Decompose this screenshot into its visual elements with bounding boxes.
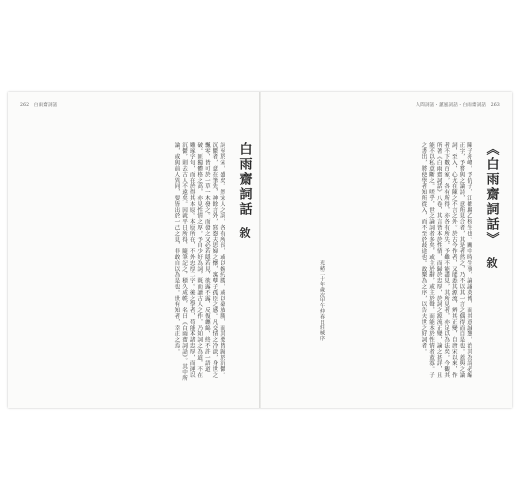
right-page-body: 陳子亦峰，予伉子，江都縣乙校生也。關中時生事，論議英博，而其意誠懇，治其為詩必編正字，予嘗與之論詩，意所見合者，其是者然之，乃不以其一言之偶得而自是也。蓋與之論詞，至入，心尤在陳之不言之外。於古今作者，又能悉其源流，辨其正變，自唐宋以來，作者不下數百家，各有所得，亦各有所失。予雖不能盡見，其所見者，亦足以為法矣。今觀其所著《白雨齋詞話》八卷，其言皆本於性情，而歸於忠厚，於詞之源流正變，論之甚詳，且能不以私意斷之。嗟乎，世之論詞者多矣，或主於辭，或主於聲，而能本於性情者蓋寡。子之書出，將使學者知所從入，而不至於歧途也。故樂為之序，以告夫世之好詞者。 <box>420 142 472 378</box>
right-page <box>261 92 512 408</box>
left-running-head: 262 白雨齋詞話 <box>20 103 58 108</box>
left-page-heading: 敘 <box>238 227 251 238</box>
right-page-signature: 光緒二十年歲次甲午仲春日莊棫序 <box>319 260 325 341</box>
right-running-head: 人間詞話・蕙風詞話・白雨齋詞話 263 <box>415 103 500 108</box>
left-page-body: 詞至於宋，盛矣。然宋人之詞，各有所長，或以婉約勝，或以豪放勝，而其要皆歸於沉鬱。沉鬱者，意在筆先，神餘言外，寫怨夫思婦之懷，寓孽子孤臣之感。凡交情之冷淡，身世之飄零，皆可於一草一木發之。而發之又必若隱若見，欲露不露，反復纏綿，終不許一語道破。匪獨體格之高，亦見性情之厚。予自少好為詞，既而讀古人之作，乃知詞之為道，不在雕琢字句，而在於得其本原。本原所在，不外忠厚二字。後之學者，苟能本諸忠厚，而運以沉鬱，則去古人不遠矣。因就平日所得，隨筆記之，積久成帙，名曰《白雨齋詞話》。其中所論，或與前人異同，要皆出於一己之見，非敢自以為是也。世有知者，幸正之焉。 <box>173 142 225 382</box>
right-title-block <box>482 142 500 268</box>
book-spread <box>8 92 512 408</box>
right-page-heading: 敘 <box>485 257 498 268</box>
left-title-block <box>236 142 252 238</box>
left-page <box>8 92 259 408</box>
right-page-title: 《白雨齋詞話》 <box>483 142 499 247</box>
left-page-title: 白雨齋詞話 <box>236 142 252 217</box>
